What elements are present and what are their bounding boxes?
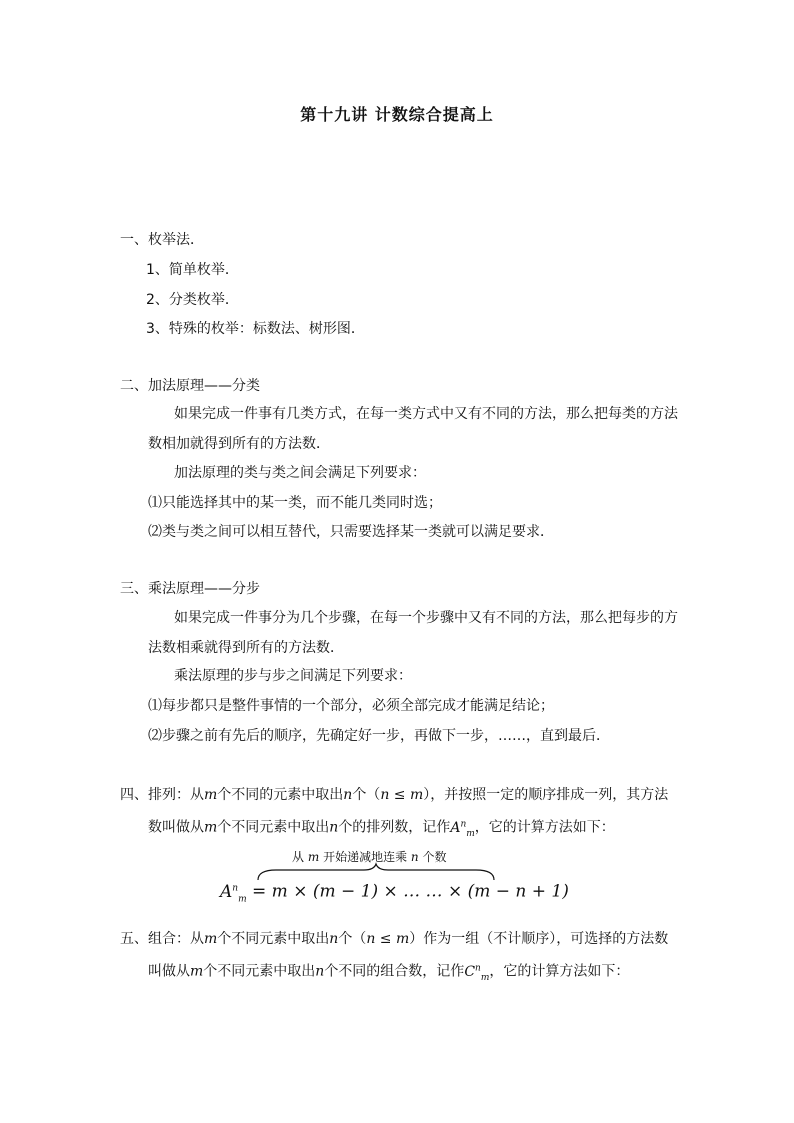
- page-title: 第十九讲 计数综合提高上: [300, 105, 494, 124]
- s4-text-2: 个不同的元素中取出: [217, 787, 344, 803]
- section-2-requirement-intro: 加法原理的类与类之间会满足下列要求：: [174, 465, 426, 481]
- section-3-para-line-2: 法数相乘就得到所有的方法数．: [148, 640, 344, 656]
- var-m: m: [204, 787, 218, 803]
- section-1-item-3: 3、特殊的枚举：标数法、树形图．: [146, 321, 365, 337]
- formula-rhs: = m × (m − 1) × … … × (m − n + 1): [252, 881, 569, 902]
- s4-text-3: 个（: [352, 787, 381, 803]
- var-m: m: [204, 819, 218, 836]
- s4-text-6: 个不同元素中取出: [217, 819, 330, 836]
- section-2-requirement-2: ⑵类与类之间可以相互替代，只需要选择某一类就可以满足要求．: [148, 524, 554, 540]
- s4-text-4: ），并按照一定的顺序排成一列，其方法: [423, 787, 669, 803]
- s4-text-8: ，它的计算方法如下：: [474, 819, 615, 836]
- var-n: n: [343, 787, 353, 803]
- section-3-heading: 三、乘法原理——分步: [120, 581, 260, 597]
- section-5-line-1: [120, 930, 668, 948]
- s5-text-1: 五、组合：从: [120, 931, 204, 947]
- section-4-line-1: [120, 786, 668, 804]
- var-n: n: [315, 963, 325, 980]
- section-3-requirement-2: ⑵步骤之前有先后的顺序，先确定好一步，再做下一步，……，直到最后．: [148, 728, 610, 744]
- section-1-item-1: 1、简单枚举．: [146, 262, 239, 278]
- section-3-para-line-1: 如果完成一件事分为几个步骤，在每一个步骤中又有不同的方法，那么把每步的方: [174, 610, 678, 626]
- section-1-heading: 一、枚举法．: [120, 232, 204, 248]
- section-4-line-2: [148, 815, 615, 842]
- section-3-requirement-1: ⑴每步都只是整件事情的一个部分，必须全部完成才能满足结论；: [148, 698, 554, 714]
- section-2-heading: 二、加法原理——分类: [120, 378, 260, 394]
- s4-text-7: 个的排列数，记作: [338, 819, 451, 836]
- section-2-para-line-1: 如果完成一件事有几类方式，在每一类方式中又有不同的方法，那么把每类的方法: [174, 406, 678, 422]
- var-m: m: [204, 931, 218, 947]
- brace-label: 从 m 开始递减地连乘 n 个数: [292, 850, 447, 864]
- section-5-line-2: [148, 959, 629, 986]
- s5-text-5: 叫做从: [148, 963, 190, 980]
- s5-text-3: 个（: [338, 931, 367, 947]
- s4-text-1: 四、排列：从: [120, 787, 204, 803]
- var-n: n: [329, 931, 339, 947]
- s5-text-6: 个不同元素中取出: [203, 963, 316, 980]
- s5-text-2: 个不同元素中取出: [217, 931, 330, 947]
- permutation-symbol: $A^n_m$: [450, 819, 475, 839]
- s4-text-5: 数叫做从: [148, 819, 204, 836]
- formula-lhs: $A^n_m$: [220, 881, 247, 905]
- permutation-formula: [220, 877, 569, 910]
- var-m: m: [190, 963, 204, 980]
- combination-symbol: $C^n_m$: [464, 963, 490, 983]
- section-3-requirement-intro: 乘法原理的步与步之间满足下列要求：: [174, 668, 412, 684]
- section-2-requirement-1: ⑴只能选择其中的某一类，而不能几类同时选；: [148, 495, 442, 511]
- s5-text-4: ）作为一组（不计顺序），可选择的方法数: [409, 931, 669, 947]
- condition: n ≤ m: [366, 931, 410, 947]
- s5-text-7: 个不同的组合数，记作: [324, 963, 465, 980]
- s5-text-8: ，它的计算方法如下：: [489, 963, 630, 980]
- condition: n ≤ m: [380, 787, 424, 803]
- var-n: n: [329, 819, 339, 836]
- section-1-item-2: 2、分类枚举．: [146, 292, 239, 308]
- section-2-para-line-2: 数相加就得到所有的方法数．: [148, 436, 330, 452]
